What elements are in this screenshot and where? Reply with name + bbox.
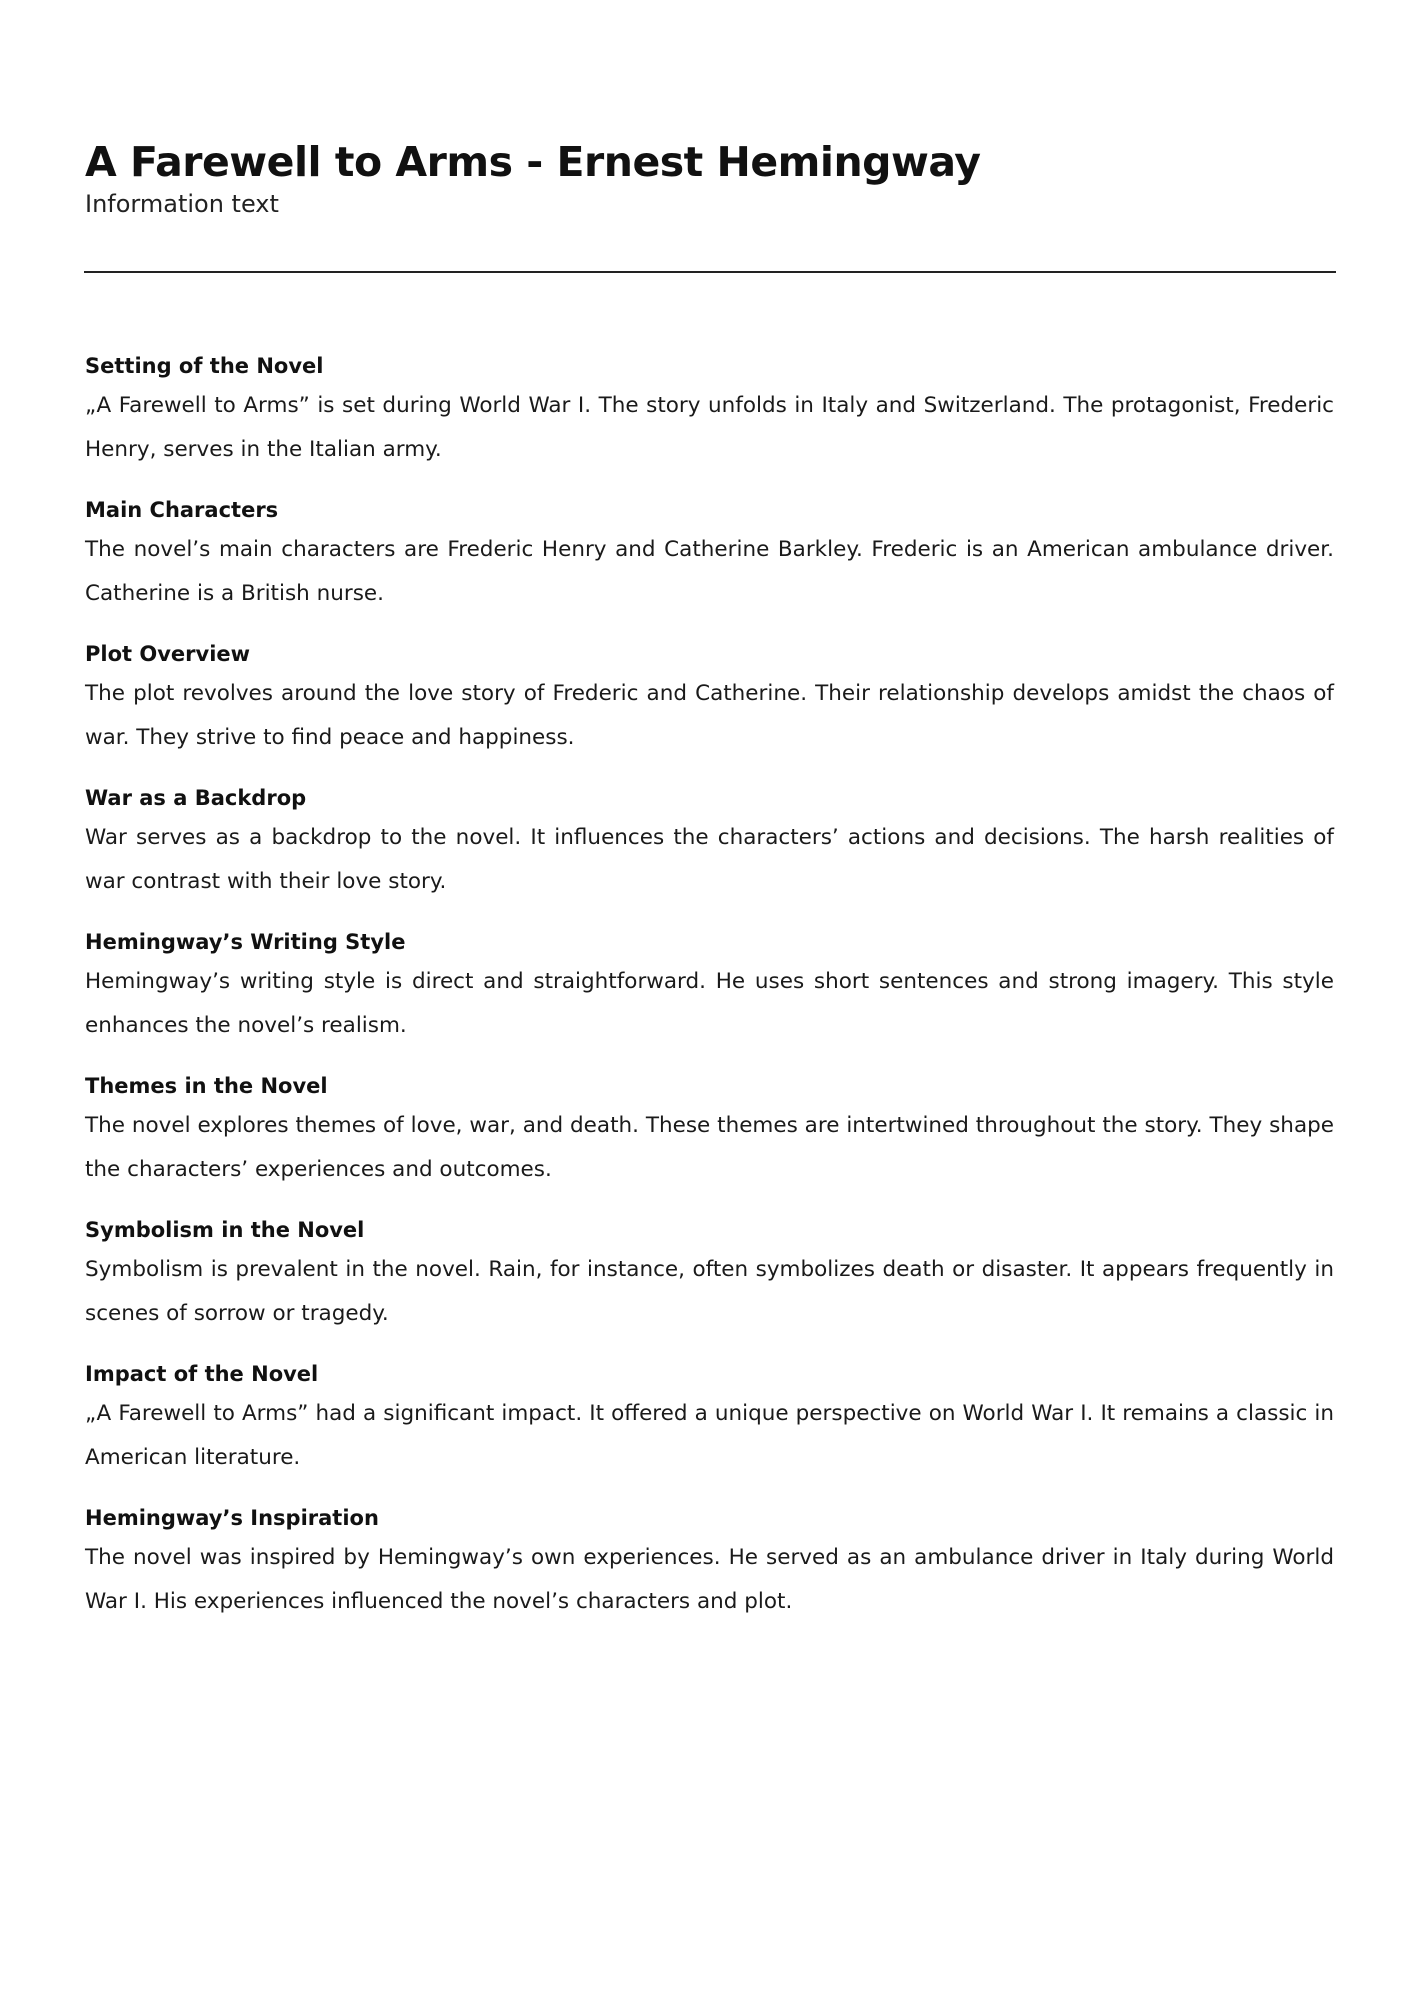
section-body: War serves as a backdrop to the novel. It influences the characters’ actions and decisions. The harsh realities of war contrast with their love story. bbox=[85, 825, 1334, 894]
section-main-characters bbox=[85, 492, 1334, 616]
section-heading: Impact of the Novel bbox=[85, 1362, 319, 1386]
section-body: The novel was inspired by Hemingway’s own experiences. He served as an ambulance driver in Italy during World War I. His experiences influenced the novel’s characters and plot. bbox=[85, 1545, 1334, 1614]
section-heading: Plot Overview bbox=[85, 642, 251, 666]
section-body: The novel’s main characters are Frederic Henry and Catherine Barkley. Frederic is an American ambulance driver. Catherine is a British nurse. bbox=[85, 537, 1334, 606]
section-themes bbox=[85, 1068, 1334, 1192]
header-divider bbox=[84, 271, 1336, 273]
section-body: Hemingway’s writing style is direct and straightforward. He uses short sentences and strong imagery. This style enhances the novel’s realism. bbox=[85, 969, 1334, 1038]
section-heading: Setting of the Novel bbox=[85, 354, 324, 378]
section-heading: Symbolism in the Novel bbox=[85, 1218, 365, 1242]
section-heading: War as a Backdrop bbox=[85, 786, 307, 810]
section-setting bbox=[85, 348, 1334, 472]
section-body: The novel explores themes of love, war, and death. These themes are intertwined throughout the story. They shape the characters’ experiences and outcomes. bbox=[85, 1113, 1334, 1182]
section-body: Symbolism is prevalent in the novel. Rain, for instance, often symbolizes death or disaster. It appears frequently in scenes of sorrow or tragedy. bbox=[85, 1257, 1334, 1326]
section-writing-style bbox=[85, 924, 1334, 1048]
section-heading: Hemingway’s Writing Style bbox=[85, 930, 406, 954]
section-impact bbox=[85, 1356, 1334, 1480]
section-symbolism bbox=[85, 1212, 1334, 1336]
document-title: A Farewell to Arms - Ernest Hemingway bbox=[85, 138, 981, 186]
section-body: „A Farewell to Arms” had a significant impact. It offered a unique perspective on World War I. It remains a classic in American literature. bbox=[85, 1401, 1334, 1470]
sections-list bbox=[85, 348, 1334, 1644]
document-header bbox=[85, 135, 1335, 219]
section-body: „A Farewell to Arms” is set during World War I. The story unfolds in Italy and Switzerland. The protagonist, Frederic Henry, serves in the Italian army. bbox=[85, 393, 1334, 462]
section-plot-overview bbox=[85, 636, 1334, 760]
section-war-backdrop bbox=[85, 780, 1334, 904]
section-heading: Main Characters bbox=[85, 498, 279, 522]
document-subtitle: Information text bbox=[85, 190, 279, 218]
section-body: The plot revolves around the love story of Frederic and Catherine. Their relationship develops amidst the chaos of war. They strive to find peace and happiness. bbox=[85, 681, 1334, 750]
section-heading: Hemingway’s Inspiration bbox=[85, 1506, 379, 1530]
section-heading: Themes in the Novel bbox=[85, 1074, 328, 1098]
section-inspiration bbox=[85, 1500, 1334, 1624]
